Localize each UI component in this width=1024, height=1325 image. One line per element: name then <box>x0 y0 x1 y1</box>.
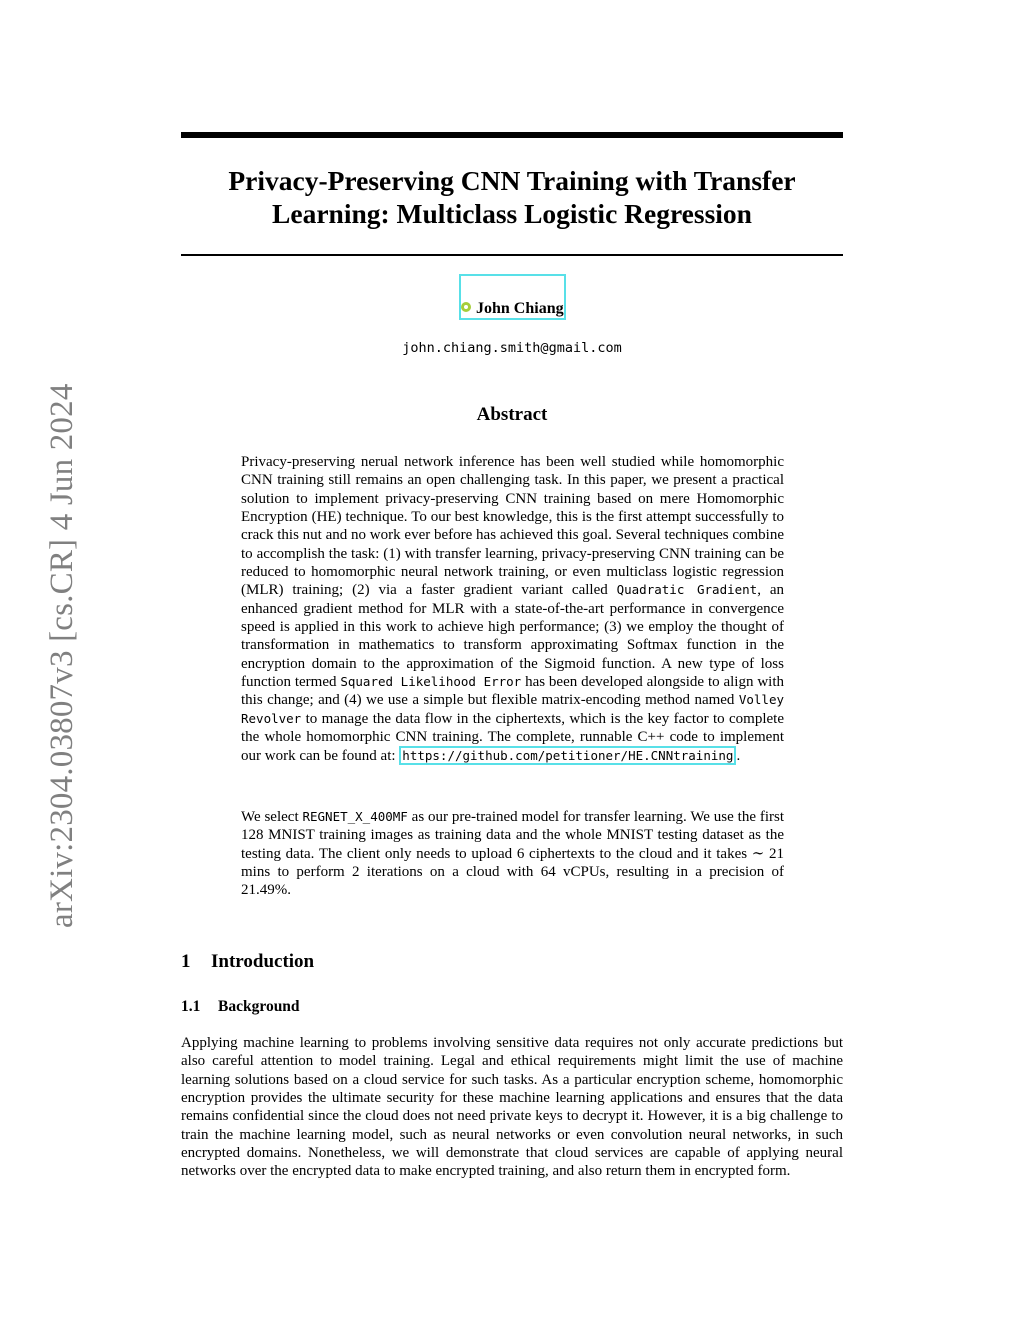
code-volley-revolver: Volley Revolver <box>241 692 784 726</box>
author-email: john.chiang.smith@gmail.com <box>402 340 622 356</box>
abstract-text: to manage the data flow in the ciphertexts, which is the key factor to complete the whole homomorphic CNN training. The complete, runnable C++ code to implement our work can be found at: <box>241 710 784 764</box>
code-regnet-model: REGNET_X_400MF <box>302 809 408 824</box>
code-quadratic-gradient: Quadratic Gradient <box>616 582 758 598</box>
abstract-text: We select <box>241 809 303 825</box>
section-title: Introduction <box>211 951 315 972</box>
background-paragraph: Applying machine learning to problems involving sensitive data requires not only accurate predictions but also careful attention to model training. Legal and ethical requirements might limit the use of machine learning solutions based on a cloud service for such tasks. As a particular encryption scheme, homomorphic encryption provides the ultimate security for these machine learning applications and ensures that the data remains confidential since the cloud does not need private keys to decrypt it. However, it is a big challenge to train the machine learning model, such as neural networks or even convolution neural networks, in such encrypted domains. Nonetheless, we will demonstrate that cloud services are capable of applying neural networks over the encrypted data to make encrypted training, and also return them in encrypted form. <box>181 1035 843 1180</box>
title-rule-bottom <box>181 254 843 256</box>
subsection-title: Background <box>218 998 300 1015</box>
abstract-text: has been developed alongside to align with this change; and (4) we use a simple but flexible matrix-encoding method named <box>241 674 784 709</box>
title-line-1: Privacy-Preserving CNN Training with Transfer <box>228 165 796 196</box>
author-name[interactable]: John Chiang <box>476 300 564 317</box>
orcid-icon[interactable] <box>461 302 471 312</box>
abstract-paragraph-2 <box>241 808 784 900</box>
abstract-text: , an enhanced gradient method for MLR with a state-of-the-art performance in convergence speed is applied in this work to achieve high performance; (3) we employ the thought of transformation in mathematics to transform approximating Softmax function in the encryption domain to the approximation of the Sigmoid function. A new type of loss function termed <box>241 582 784 691</box>
code-squared-likelihood-error: Squared Likelihood Error <box>340 674 522 690</box>
subsection-heading-background <box>181 997 300 1017</box>
section-heading-introduction <box>181 950 314 974</box>
author-line[interactable] <box>461 299 568 319</box>
section-number: 1 <box>181 951 191 972</box>
github-link[interactable]: https://github.com/petitioner/HE.CNNtraining <box>399 746 736 765</box>
abstract-heading: Abstract <box>476 404 548 425</box>
abstract-text: . <box>736 747 741 764</box>
title-line-2: Learning: Multiclass Logistic Regression <box>272 198 752 229</box>
abstract-text: Privacy-preserving nerual network inference has been well studied while homomorphic CNN training still remains an open challenging task. In this paper, we present a practical solution to implement privacy-preserving CNN training based on mere Homomorphic Encryption (HE) technique. To our best knowledge, this is the first attempt successfully to crack this nut and no work ever before has achieved this goal. Several techniques combine to accomplish the task: (1) with transfer learning, privacy-preserving CNN training can be reduced to homomorphic neural network training, or even multiclass logistic regression (MLR) training; (2) via a faster gradient variant called <box>241 454 784 599</box>
title-rule-top <box>181 132 843 138</box>
abstract-text: as our pre-trained model for transfer learning. We use the first 128 MNIST training images as training data and the whole MNIST testing dataset as the testing data. The client only needs to upload 6 ciphertexts to the cloud and it takes ∼ 21 mins to perform 2 iterations on a cloud with 64 vCPUs, resulting in a precision of 21.49%. <box>241 809 784 899</box>
arxiv-stamp: arXiv:2304.03807v3 [cs.CR] 4 Jun 2024 <box>44 383 80 928</box>
paper-title <box>181 164 843 230</box>
subsection-number: 1.1 <box>181 998 201 1015</box>
abstract-paragraph-1 <box>241 453 784 765</box>
